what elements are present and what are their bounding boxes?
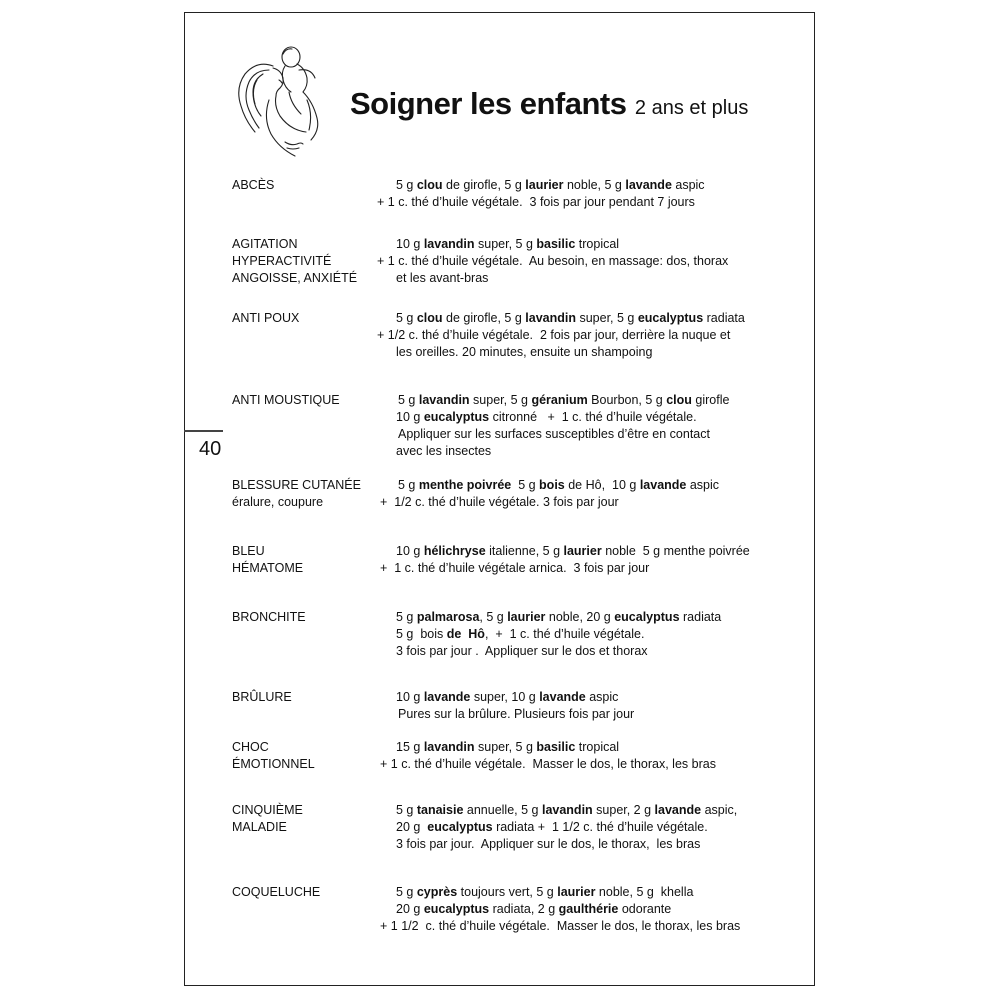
- remedy-text: 5 g: [398, 478, 419, 492]
- remedy-label-line: BRÛLURE: [232, 690, 292, 704]
- remedy-line: [370, 560, 750, 577]
- remedy-label-line: CINQUIÈME: [232, 803, 303, 817]
- remedy-label-line: BLEU: [232, 544, 265, 558]
- remedy-text: Appliquer sur les surfaces susceptibles d’être en contact: [398, 427, 710, 441]
- remedy-text: les oreilles. 20 minutes, ensuite un shampoing: [396, 345, 653, 359]
- ingredient-name: de Hô: [446, 627, 485, 641]
- remedy-description: [370, 609, 721, 660]
- remedy-line: [370, 689, 634, 706]
- remedy-label-line: BLESSURE CUTANÉE: [232, 478, 361, 492]
- remedy-label-line: BRONCHITE: [232, 610, 306, 624]
- ingredient-name: cyprès: [416, 885, 458, 899]
- remedy-text: aspic: [686, 478, 720, 492]
- ingredient-name: basilic: [536, 237, 576, 251]
- remedy-label-line: ABCÈS: [232, 178, 275, 192]
- remedy-label-line: HYPERACTIVITÉ: [232, 254, 332, 268]
- remedy-text: 5 g: [396, 311, 417, 325]
- remedy-text: 5 g: [396, 178, 417, 192]
- remedy-text: radiata: [703, 311, 745, 325]
- ingredient-name: lavande: [539, 690, 586, 704]
- ingredient-name: laurier: [507, 610, 546, 624]
- remedy-label-line: ÉMOTIONNEL: [232, 757, 315, 771]
- remedy-line: [370, 836, 737, 853]
- ingredient-name: laurier: [557, 885, 596, 899]
- ingredient-name: eucalyptus: [423, 902, 490, 916]
- ingredient-name: tanaisie: [416, 803, 464, 817]
- remedy-line: [370, 236, 728, 253]
- remedy-label-line: COQUELUCHE: [232, 885, 321, 899]
- remedy-line: [370, 543, 750, 560]
- ingredient-name: lavandin: [423, 740, 475, 754]
- remedy-text: 5 g: [511, 478, 540, 492]
- remedy-label-line: éralure, coupure: [232, 495, 324, 509]
- ingredient-name: basilic: [536, 740, 576, 754]
- ingredient-name: lavande: [625, 178, 672, 192]
- remedy-text: 3 fois par jour. Appliquer sur le dos, le thorax, les bras: [396, 837, 701, 851]
- remedy-line: [370, 819, 737, 836]
- remedy-line: [370, 643, 721, 660]
- remedy-line: [370, 739, 716, 756]
- remedy-label-line: MALADIE: [232, 820, 287, 834]
- remedy-line: [370, 443, 729, 460]
- remedy-text: radiata, 2 g: [489, 902, 559, 916]
- remedy-description: [370, 177, 705, 211]
- mother-child-illustration: [233, 40, 333, 162]
- ingredient-name: hélichryse: [423, 544, 486, 558]
- remedy-text: super, 5 g: [575, 311, 638, 325]
- ingredient-name: lavandin: [525, 311, 576, 325]
- remedy-text: girofle: [691, 393, 730, 407]
- title-main: Soigner les enfants: [350, 86, 627, 121]
- remedy-text: 20 g: [396, 820, 428, 834]
- remedy-text: tropical: [575, 740, 620, 754]
- remedy-line: [370, 918, 740, 935]
- remedy-label-line: ANTI MOUSTIQUE: [232, 393, 340, 407]
- remedy-text: noble 5 g menthe poivrée: [601, 544, 750, 558]
- remedy-text: + 1 c. thé d’huile végétale. Masser le dos, le thorax, les bras: [380, 757, 716, 771]
- remedy-text: super, 2 g: [592, 803, 655, 817]
- remedy-text: + 1 c. thé d’huile végétale. 3 fois par jour pendant 7 jours: [377, 195, 695, 209]
- remedy-text: radiata: [679, 610, 722, 624]
- remedy-text: Pures sur la brûlure. Plusieurs fois par jour: [398, 707, 635, 721]
- remedy-label: [232, 609, 306, 626]
- remedy-text: + 1 c. thé d’huile végétale. Au besoin, en massage: dos, thorax: [377, 254, 729, 268]
- remedy-line: [370, 177, 705, 194]
- remedy-text: 15 g: [396, 740, 424, 754]
- ingredient-name: laurier: [525, 178, 564, 192]
- remedy-label: [232, 236, 357, 287]
- remedy-text: 5 g: [396, 610, 417, 624]
- remedy-line: [370, 327, 745, 344]
- remedy-text: 10 g: [396, 690, 424, 704]
- remedy-line: [370, 494, 719, 511]
- remedy-text: 5 g bois: [396, 627, 447, 641]
- remedy-text: 5 g: [398, 393, 419, 407]
- remedy-text: 20 g: [396, 902, 424, 916]
- remedy-text: radiata + 1 1/2 c. thé d’huile végétale.: [492, 820, 708, 834]
- remedy-label-line: HÉMATOME: [232, 561, 304, 575]
- remedy-label: [232, 739, 315, 773]
- ingredient-name: palmarosa: [416, 610, 480, 624]
- remedy-text: , + 1 c. thé d’huile végétale.: [484, 627, 645, 641]
- remedy-label: [232, 689, 292, 706]
- page-number: 40: [199, 438, 222, 460]
- remedy-label: [232, 392, 340, 409]
- remedy-label-line: ANGOISSE, ANXIÉTÉ: [232, 271, 358, 285]
- remedy-text: + 1 1/2 c. thé d’huile végétale. Masser le dos, le thorax, les bras: [380, 919, 741, 933]
- ingredient-name: lavande: [639, 478, 687, 492]
- remedy-text: super, 5 g: [474, 237, 537, 251]
- ingredient-name: bois: [539, 478, 565, 492]
- page-title: [350, 86, 748, 122]
- remedy-line: [370, 477, 719, 494]
- ingredient-name: lavandin: [423, 237, 475, 251]
- ingredient-name: lavande: [423, 690, 471, 704]
- remedy-label-line: CHOC: [232, 740, 269, 754]
- remedy-label: [232, 310, 299, 327]
- ingredient-name: gaulthérie: [558, 902, 619, 916]
- remedy-text: super, 5 g: [474, 740, 537, 754]
- remedy-line: [370, 626, 721, 643]
- remedy-text: italienne, 5 g: [485, 544, 564, 558]
- remedy-line: [370, 426, 729, 443]
- remedy-text: 10 g: [396, 237, 424, 251]
- remedy-line: [370, 194, 705, 211]
- remedy-text: noble, 5 g khella: [595, 885, 694, 899]
- remedy-description: [370, 802, 737, 853]
- remedy-text: Bourbon, 5 g: [587, 393, 667, 407]
- remedy-text: de girofle, 5 g: [442, 311, 526, 325]
- remedy-text: odorante: [618, 902, 672, 916]
- remedy-line: [370, 901, 740, 918]
- remedy-text: 10 g: [396, 410, 424, 424]
- remedy-text: 5 g: [396, 885, 417, 899]
- remedy-label-line: ANTI POUX: [232, 311, 300, 325]
- ingredient-name: clou: [666, 393, 692, 407]
- remedy-description: [370, 310, 745, 361]
- remedy-line: [370, 802, 737, 819]
- remedy-text: avec les insectes: [396, 444, 492, 458]
- ingredient-name: lavande: [654, 803, 702, 817]
- ingredient-name: eucalyptus: [423, 410, 490, 424]
- remedy-description: [370, 477, 719, 511]
- remedy-line: [370, 392, 729, 409]
- remedy-text: citronné + 1 c. thé d’huile végétale.: [489, 410, 697, 424]
- remedy-text: tropical: [575, 237, 620, 251]
- remedy-label: [232, 884, 320, 901]
- remedy-line: [370, 253, 728, 270]
- ingredient-name: géranium: [531, 393, 588, 407]
- remedy-description: [370, 689, 634, 723]
- remedy-text: de Hô, 10 g: [564, 478, 640, 492]
- ingredient-name: lavandin: [541, 803, 593, 817]
- remedy-text: aspic: [585, 690, 619, 704]
- remedy-line: [370, 344, 745, 361]
- ingredient-name: eucalyptus: [427, 820, 493, 834]
- remedy-text: + 1/2 c. thé d’huile végétale. 3 fois par jour: [380, 495, 619, 509]
- remedy-text: toujours vert, 5 g: [457, 885, 558, 899]
- remedy-text: 3 fois par jour . Appliquer sur le dos et thorax: [396, 644, 648, 658]
- remedy-line: [370, 310, 745, 327]
- remedy-label: [232, 477, 361, 511]
- ingredient-name: clou: [416, 178, 443, 192]
- remedy-description: [370, 392, 729, 460]
- ingredient-name: laurier: [563, 544, 602, 558]
- remedy-text: super, 10 g: [470, 690, 540, 704]
- remedy-label: [232, 802, 303, 836]
- page-number-rule: [184, 430, 223, 432]
- remedy-text: noble, 5 g: [563, 178, 626, 192]
- ingredient-name: lavandin: [418, 393, 470, 407]
- remedy-text: aspic,: [701, 803, 738, 817]
- remedy-text: 5 g: [396, 803, 417, 817]
- remedy-text: noble, 20 g: [545, 610, 615, 624]
- remedy-label: [232, 177, 274, 194]
- remedy-description: [370, 739, 716, 773]
- ingredient-name: clou: [416, 311, 443, 325]
- remedy-line: [370, 409, 729, 426]
- remedy-text: annuelle, 5 g: [463, 803, 542, 817]
- remedy-text: et les avant-bras: [396, 271, 489, 285]
- remedy-line: [370, 609, 721, 626]
- remedy-text: aspic: [671, 178, 705, 192]
- ingredient-name: eucalyptus: [637, 311, 704, 325]
- remedy-text: super, 5 g: [469, 393, 532, 407]
- remedy-text: + 1/2 c. thé d’huile végétale. 2 fois par jour, derrière la nuque et: [377, 328, 731, 342]
- remedy-line: [370, 270, 728, 287]
- ingredient-name: menthe poivrée: [418, 478, 512, 492]
- remedy-text: 10 g: [396, 544, 424, 558]
- remedy-text: + 1 c. thé d’huile végétale arnica. 3 fois par jour: [380, 561, 650, 575]
- remedy-label-line: AGITATION: [232, 237, 298, 251]
- remedy-description: [370, 236, 728, 287]
- remedy-label: [232, 543, 303, 577]
- remedy-line: [370, 884, 740, 901]
- remedy-line: [370, 706, 634, 723]
- ingredient-name: eucalyptus: [614, 610, 680, 624]
- remedy-line: [370, 756, 716, 773]
- remedy-description: [370, 543, 750, 577]
- title-subtitle: 2 ans et plus: [634, 97, 749, 119]
- remedy-text: , 5 g: [479, 610, 508, 624]
- remedy-description: [370, 884, 740, 935]
- remedy-text: de girofle, 5 g: [442, 178, 526, 192]
